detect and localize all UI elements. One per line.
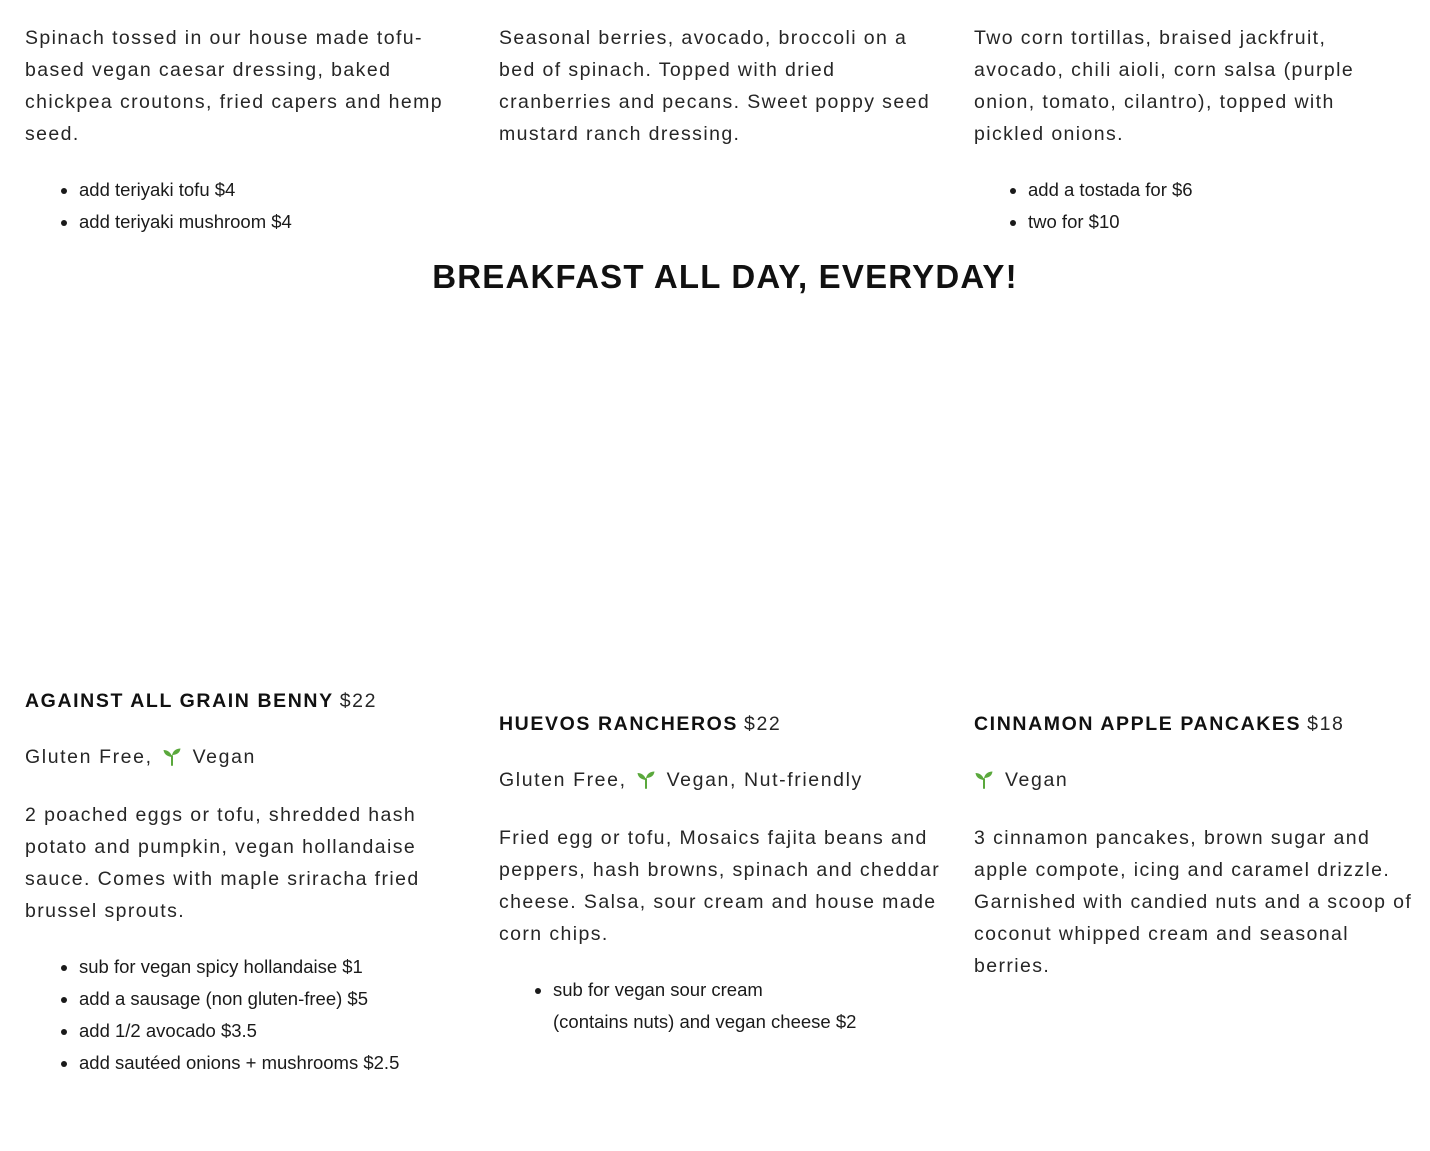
sprout-icon	[974, 769, 994, 789]
addon-item: • add teriyaki mushroom $4	[79, 206, 475, 238]
menu-item-berry-salad	[499, 22, 949, 150]
section-title: BREAKFAST ALL DAY, EVERYDAY!	[432, 258, 1018, 295]
item-description: Two corn tortillas, braised jackfruit, avocado, chili aioli, corn salsa (purple onion, tomato, cilantro), topped with pickled onions.	[974, 27, 1355, 145]
dietary-tags	[499, 766, 954, 794]
item-name: CINNAMON APPLE PANCAKES	[974, 713, 1302, 735]
addon-list	[25, 951, 465, 1079]
sprout-icon	[636, 769, 656, 789]
addon-item: • add a sausage (non gluten-free) $5	[79, 983, 465, 1015]
menu-item-benny	[25, 687, 465, 1079]
item-header	[25, 687, 465, 715]
addon-item: • add teriyaki tofu $4	[79, 174, 475, 206]
dietary-tags	[974, 766, 1414, 794]
menu-item-caesar	[25, 22, 475, 238]
item-name: HUEVOS RANCHEROS	[499, 713, 739, 735]
addon-list	[25, 174, 475, 238]
addon-item: • add 1/2 avocado $3.5	[79, 1015, 465, 1047]
addon-list	[499, 974, 954, 1038]
tag-vegan: Vegan	[192, 746, 256, 768]
menu-item-tacos	[974, 22, 1404, 238]
addon-item: • add sautéed onions + mushrooms $2.5	[79, 1047, 465, 1079]
addon-item: • two for $10	[1028, 206, 1404, 238]
item-price: $18	[1307, 713, 1345, 735]
item-description: Fried egg or tofu, Mosaics fajita beans and peppers, hash browns, spinach and cheddar cheese. Salsa, sour cream and house made corn chips.	[499, 827, 941, 945]
menu-item-cinnamon-pancakes	[974, 710, 1414, 982]
item-price: $22	[339, 690, 378, 712]
addon-item: • sub for vegan sour cream (contains nuts) and vegan cheese $2	[553, 974, 954, 1038]
item-header	[974, 710, 1414, 738]
menu-item-huevos-rancheros	[499, 710, 954, 1038]
item-name: AGAINST ALL GRAIN BENNY	[25, 690, 334, 712]
tag-vegan: Vegan, Nut-friendly	[666, 769, 863, 791]
tag-vegan: Vegan	[1005, 769, 1069, 791]
item-header	[499, 710, 954, 738]
sprout-icon	[162, 746, 182, 766]
tag-gluten-free: Gluten Free,	[25, 746, 153, 768]
item-description: 2 poached eggs or tofu, shredded hash potato and pumpkin, vegan hollandaise sauce. Comes with maple sriracha fried brussel sprouts.	[25, 804, 420, 922]
dietary-tags	[25, 743, 465, 771]
addon-item: • add a tostada for $6	[1028, 174, 1404, 206]
item-price: $22	[744, 713, 782, 735]
item-description: Seasonal berries, avocado, broccoli on a bed of spinach. Topped with dried cranberries and pecans. Sweet poppy seed mustard ranch dressing.	[499, 27, 931, 145]
item-description: 3 cinnamon pancakes, brown sugar and apple compote, icing and caramel drizzle. Garnished with candied nuts and a scoop of coconut whipped cream and seasonal berries.	[974, 827, 1413, 977]
addon-item: • sub for vegan spicy hollandaise $1	[79, 951, 465, 983]
item-description: Spinach tossed in our house made tofu-based vegan caesar dressing, baked chickpea croutons, fried capers and hemp seed.	[25, 27, 444, 145]
addon-list	[974, 174, 1404, 238]
tag-gluten-free: Gluten Free,	[499, 769, 627, 791]
